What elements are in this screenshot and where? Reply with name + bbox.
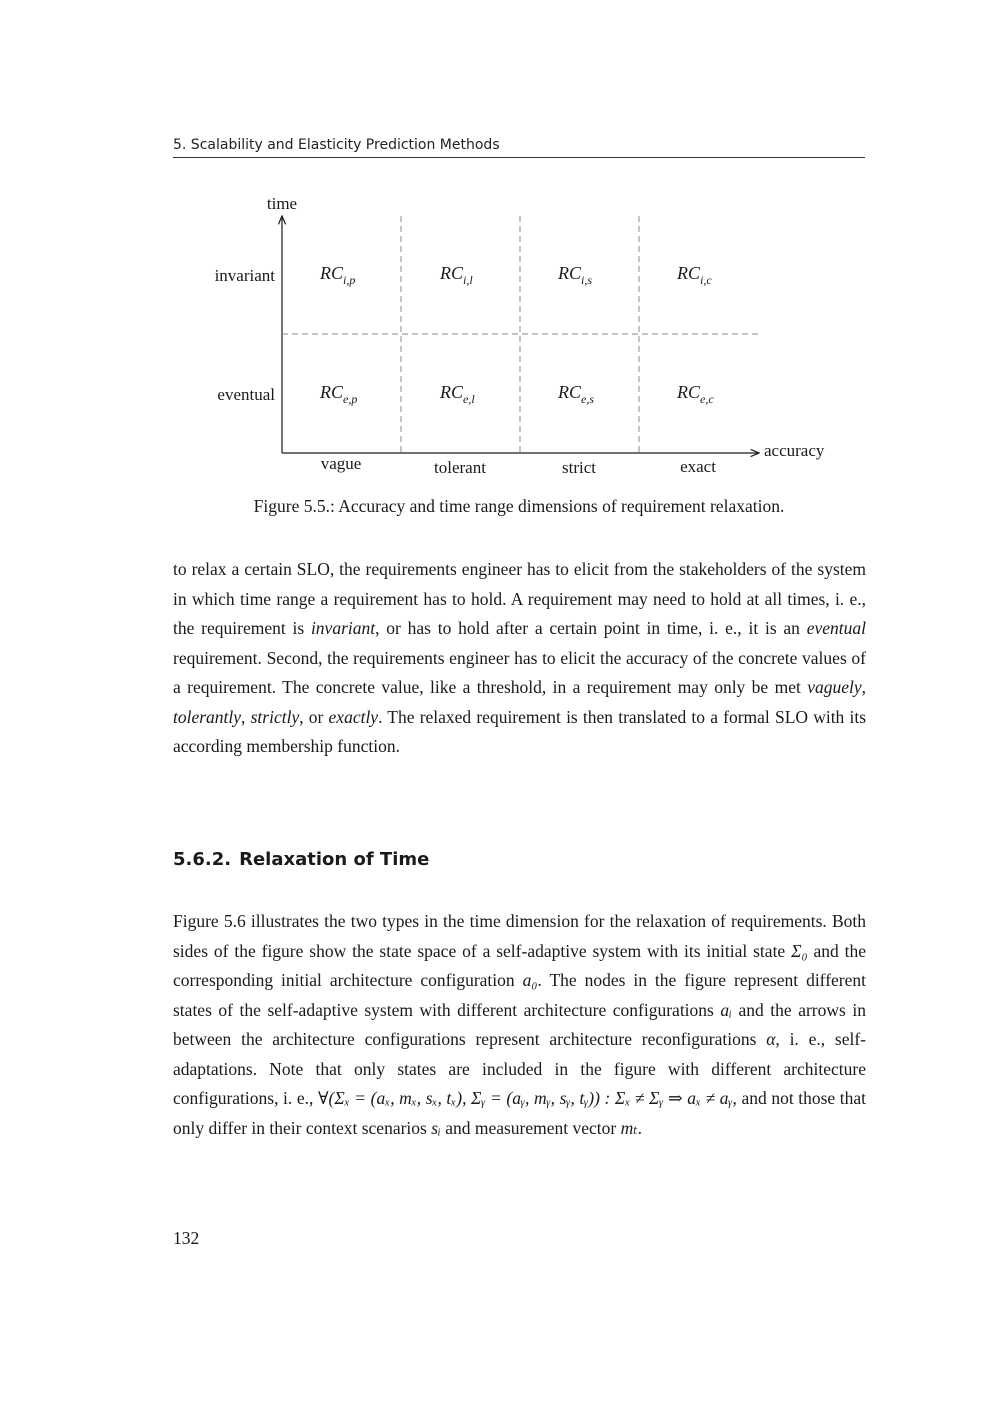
row-label-invariant: invariant [214, 266, 275, 285]
cell-rc-i-s: $RC_{i,s}$ [558, 263, 593, 287]
cell-rc-i-p: $RC_{i,p}$ [320, 263, 356, 287]
x-axis-label: accuracy [764, 441, 825, 460]
column-label-vague: vague [320, 454, 362, 473]
body-paragraph: to relax a certain SLO, the requirements engineer has to elicit from the stakeholders of the system in which time range a requirement has to hold. A requirement may need to hold at all times, i. e., the requirement is invariant, or has to hold after a certain point in time, i. e., it is an eventual requirement. Second, the requirements engineer has to elicit the accuracy of the concrete values of a requirement. The concrete value, like a threshold, in a requirement may only be met vaguely, tolerantly, strictly, or exactly. The relaxed requirement is then translated to a formal SLO with its according membership function. [173, 559, 867, 756]
column-label-exact: exact [680, 457, 716, 476]
running-head: 5. Scalability and Elasticity Prediction Methods [173, 136, 865, 158]
figure-caption: Figure 5.5.: Accuracy and time range dimensions of requirement relaxation. [253, 496, 785, 516]
column-label-tolerant: tolerant [434, 458, 486, 477]
column-label-strict: strict [562, 458, 596, 477]
cell-rc-e-c: $RC_{e,c}$ [677, 382, 714, 406]
cell-rc-i-l: $RC_{i,l}$ [440, 263, 473, 287]
row-label-eventual: eventual [217, 385, 275, 404]
y-axis-label: time [266, 194, 298, 213]
cell-rc-e-s: $RC_{e,s}$ [558, 382, 595, 406]
section-title: Relaxation of Time [239, 849, 430, 870]
cell-rc-i-c: $RC_{i,c}$ [677, 263, 712, 287]
page-number: 132 [173, 1228, 200, 1248]
section-heading [173, 848, 429, 872]
body-paragraph: Figure 5.6 illustrates the two types in the time dimension for the relaxation of requirements. Both sides of the figure show the state space of a self-adaptive system with its initial state Σ₀ and the corresponding initial architecture configuration a₀. The nodes in the figure represent different states of the self-adaptive system with different architecture configurations aᵢ and the arrows in between the architecture configurations represent architecture reconfigurations α, i. e., self-adaptations. Note that only states are included in the figure with different architecture configurations, i. e., ∀(Σₓ = (aₓ, mₓ, sₓ, tₓ), Σᵧ = (aᵧ, mᵧ, sᵧ, tᵧ)) : Σₓ ≠ Σᵧ ⇒ aₓ ≠ aᵧ, and not those that only differ in their context scenarios sᵢ and measurement vector mₜ. [173, 911, 867, 1138]
section-number: 5.6.2. [173, 849, 232, 870]
relaxation-diagram [0, 0, 1000, 490]
cell-rc-e-l: $RC_{e,l}$ [440, 382, 475, 406]
cell-rc-e-p: $RC_{e,p}$ [320, 382, 358, 406]
